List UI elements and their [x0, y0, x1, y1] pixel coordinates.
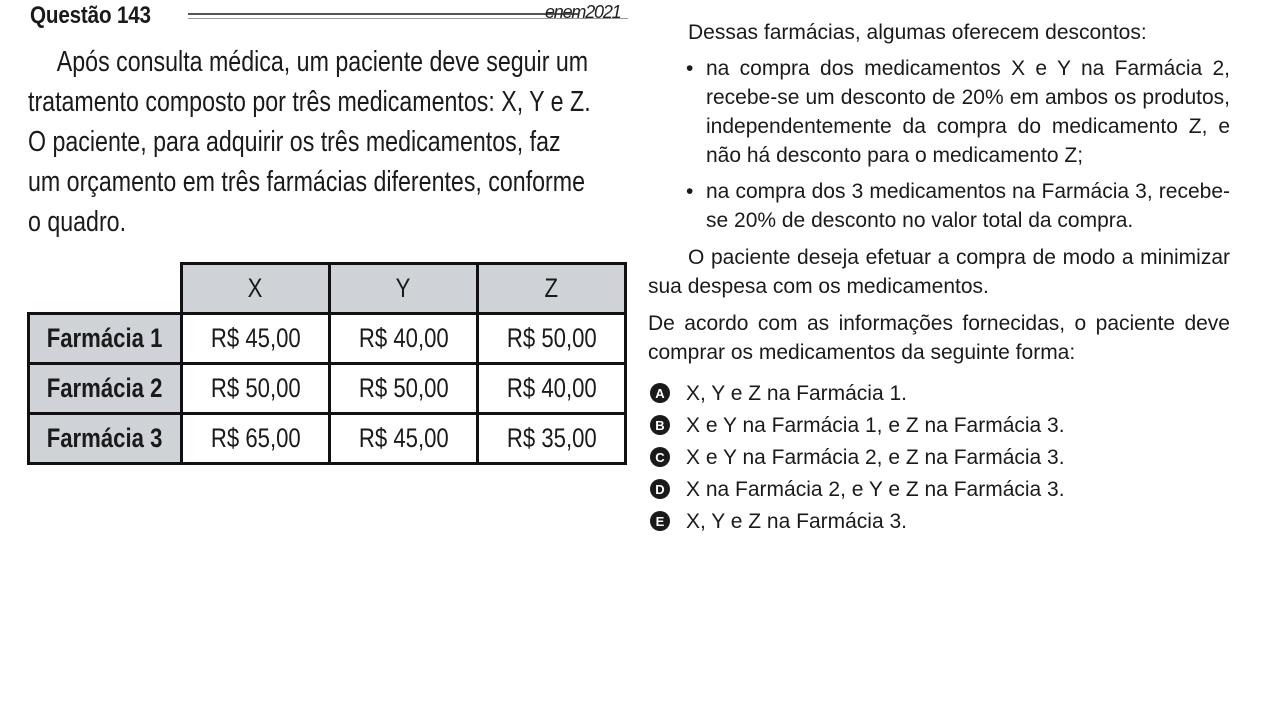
option-c-letter-icon: C [650, 447, 670, 467]
option-text: X e Y na Farmácia 2, e Z na Farmácia 3. [686, 445, 1065, 469]
column-header-z: Z [478, 264, 626, 314]
goal-text: O paciente deseja efetuar a compra de modo a minimizar sua despesa com os medicamentos. [648, 246, 1230, 298]
option-b[interactable] [648, 409, 1230, 441]
price-cell: R$ 50,00 [182, 364, 330, 414]
discount-intro: Dessas farmácias, algumas oferecem descontos: [688, 21, 1147, 44]
discount-bullet-2 [648, 177, 1230, 235]
option-text: X e Y na Farmácia 1, e Z na Farmácia 3. [686, 413, 1065, 437]
question-statement [28, 42, 628, 242]
option-text: X, Y e Z na Farmácia 1. [686, 381, 907, 405]
price-cell: R$ 35,00 [478, 414, 626, 464]
column-header-x: X [182, 264, 330, 314]
price-cell: R$ 50,00 [330, 364, 478, 414]
option-e[interactable] [648, 505, 1230, 537]
row-header-farmacia-3: Farmácia 3 [29, 414, 182, 464]
statement-line: um orçamento em três farmácias diferentes, conforme [28, 166, 586, 198]
table-header-row [29, 264, 626, 314]
price-cell: R$ 45,00 [330, 414, 478, 464]
option-d[interactable] [648, 473, 1230, 505]
exam-logo [545, 2, 620, 23]
exam-brand: enem [545, 2, 586, 22]
row-header-farmacia-2: Farmácia 2 [29, 364, 182, 414]
option-e-letter-icon: E [650, 511, 670, 531]
statement-line: tratamento composto por três medicamentos: X, Y e Z. [28, 86, 591, 118]
row-header-farmacia-1: Farmácia 1 [29, 314, 182, 364]
table-row [29, 414, 626, 464]
question-header [30, 0, 630, 30]
option-c[interactable] [648, 441, 1230, 473]
price-cell: R$ 40,00 [330, 314, 478, 364]
discount-bullet-text: na compra dos 3 medicamentos na Farmácia 3, recebe-se 20% de desconto no valor total da compra. [706, 180, 1230, 232]
bullet-dot-icon: • [686, 180, 694, 203]
price-cell: R$ 45,00 [182, 314, 330, 364]
option-a[interactable] [648, 377, 1230, 409]
option-text: X na Farmácia 2, e Y e Z na Farmácia 3. [686, 477, 1065, 501]
option-d-letter-icon: D [650, 479, 670, 499]
option-text: X, Y e Z na Farmácia 3. [686, 509, 907, 533]
exam-year: 2021 [585, 2, 621, 22]
question-number: Questão 143 [30, 2, 151, 29]
header-rule [188, 13, 578, 15]
discount-bullet-1 [648, 54, 1230, 170]
table-row [29, 364, 626, 414]
question-prompt: De acordo com as informações fornecidas, o paciente deve comprar os medicamentos da seguinte forma: [648, 312, 1230, 364]
option-b-letter-icon: B [650, 415, 670, 435]
column-header-y: Y [330, 264, 478, 314]
option-a-letter-icon: A [650, 383, 670, 403]
right-column [648, 18, 1230, 537]
bullet-dot-icon: • [686, 57, 694, 80]
table-row [29, 314, 626, 364]
price-cell: R$ 65,00 [182, 414, 330, 464]
answer-options [648, 377, 1230, 537]
statement-line: O paciente, para adquirir os três medicamentos, faz [28, 126, 561, 158]
statement-line: o quadro. [28, 206, 127, 238]
table-corner [29, 264, 182, 314]
price-cell: R$ 50,00 [478, 314, 626, 364]
price-table [27, 262, 627, 465]
discount-bullet-text: na compra dos medicamentos X e Y na Farmácia 2, recebe-se um desconto de 20% em ambos os produtos, independentemente da compra do medicamento Z, e não há desconto para o medicamento Z; [706, 57, 1230, 167]
price-cell: R$ 40,00 [478, 364, 626, 414]
statement-line: Após consulta médica, um paciente deve seguir um [56, 46, 589, 78]
